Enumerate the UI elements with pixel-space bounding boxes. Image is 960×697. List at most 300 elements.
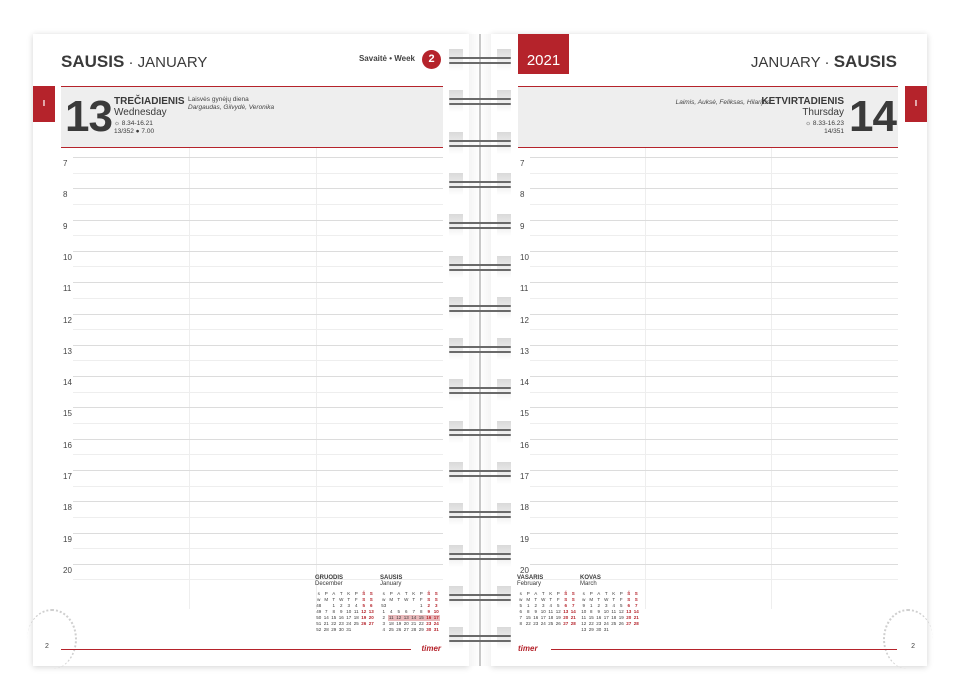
mini-calendar-cell: 52: [316, 627, 322, 632]
ring-wire: [449, 470, 511, 472]
mini-calendar-cell: 26: [396, 627, 402, 632]
spiral-ring: [449, 341, 511, 357]
mini-calendar-cell: 27: [563, 621, 569, 626]
mini-calendar-cell: A: [397, 591, 401, 596]
hour-line: [530, 220, 898, 221]
mini-calendar-subtitle: March: [580, 581, 597, 587]
ring-hole-shade: [449, 338, 463, 360]
ring-hole-shade: [449, 90, 463, 112]
mini-calendar-cell: 27: [403, 627, 409, 632]
mini-calendar-cell: 17: [346, 615, 352, 620]
ring-hole-shade: [497, 90, 511, 112]
mini-calendar-cell: 26: [361, 621, 367, 626]
hour-label: 9: [520, 221, 525, 231]
left-month-tab[interactable]: I: [33, 86, 55, 122]
mini-calendar-cell: T: [347, 597, 351, 602]
mini-calendar-cell: S: [434, 591, 438, 596]
half-hour-line: [530, 173, 898, 174]
mini-calendar-cell: 8: [419, 609, 423, 614]
mini-calendar-cell: [610, 627, 618, 633]
hour-label: 14: [520, 378, 529, 388]
mini-calendar-cell: 9: [427, 609, 430, 614]
ring-wire: [449, 640, 511, 642]
mini-calendar-cell: 23: [426, 621, 432, 626]
hour-line: [73, 188, 443, 189]
mini-calendar-title: GRUODIS: [315, 575, 344, 581]
mini-calendar-cell: 9: [534, 609, 537, 614]
hour-label: 11: [520, 284, 529, 294]
hour-row[interactable]: [518, 157, 898, 188]
mini-calendar-cell: S: [634, 591, 638, 596]
right-page-number: 2: [911, 643, 915, 650]
half-hour-line: [73, 548, 443, 549]
hour-row[interactable]: [518, 407, 898, 438]
half-hour-line: [530, 392, 898, 393]
hour-row[interactable]: [61, 407, 443, 438]
mini-calendar-cell: 4: [389, 609, 393, 614]
mini-calendar-grid: [380, 591, 440, 633]
mini-calendar-cell: 28: [323, 627, 329, 632]
ring-wire: [449, 475, 511, 477]
mini-calendar-cell: 11: [548, 609, 554, 614]
half-hour-line: [530, 360, 898, 361]
mini-calendar-cell: 11: [581, 615, 587, 620]
mini-calendar-cell: s: [317, 591, 320, 596]
hour-label: 15: [63, 409, 72, 419]
mini-calendar-cell: w: [519, 597, 523, 602]
mini-calendar-cell: 27: [626, 621, 632, 626]
right-brand-logo: timer: [518, 644, 538, 653]
ring-wire: [449, 346, 511, 348]
mini-calendar-cell: P: [389, 591, 393, 596]
spiral-ring: [449, 93, 511, 109]
mini-calendar-cell: Š: [627, 591, 631, 596]
mini-calendar-cell: 24: [540, 621, 546, 626]
spiral-ring: [449, 176, 511, 192]
hour-label: 17: [63, 472, 72, 481]
hour-label: 7: [520, 159, 525, 168]
mini-calendar-cell: [633, 627, 641, 633]
mini-calendar-cell: 30: [426, 627, 432, 632]
spiral-ring: [449, 217, 511, 233]
mini-calendar-cell: 14: [323, 615, 329, 620]
hour-row[interactable]: [61, 157, 443, 188]
hour-label: 9: [63, 221, 68, 231]
mini-calendar-cell: 3: [347, 603, 350, 608]
ring-wire: [449, 264, 511, 266]
right-day-ordinal: 14/351: [824, 128, 844, 135]
mini-calendar-cell: 21: [570, 615, 576, 620]
mini-calendar-cell: 16: [426, 615, 432, 620]
mini-calendar-cell: 14: [411, 615, 417, 620]
hour-row[interactable]: [61, 345, 443, 376]
right-month-tab[interactable]: I: [905, 86, 927, 122]
mini-calendar-cell: 10: [603, 609, 609, 614]
left-month-lt: SAUSIS: [61, 52, 125, 71]
ring-wire: [449, 57, 511, 59]
mini-calendar-cell: W: [604, 597, 609, 602]
mini-calendar-cell: S: [564, 597, 568, 602]
mini-calendar-cell: M: [324, 597, 329, 602]
right-day-header: [518, 86, 898, 148]
mini-calendar-cell: 2: [382, 615, 385, 620]
mini-calendar-subtitle: January: [380, 581, 402, 587]
left-hour-grid[interactable]: [61, 148, 443, 609]
mini-calendar-cell: 30: [338, 627, 344, 632]
right-hour-grid[interactable]: [518, 148, 898, 609]
hour-label: 16: [520, 440, 529, 450]
mini-calendar-cell: S: [434, 597, 438, 602]
mini-calendar-cell: F: [354, 597, 358, 602]
mini-calendar-cell: 1: [382, 609, 385, 614]
mini-calendar-cell: W: [404, 597, 409, 602]
hour-row[interactable]: [518, 345, 898, 376]
ring-hole-shade: [449, 297, 463, 319]
ring-wire: [449, 305, 511, 307]
spiral-ring: [449, 382, 511, 398]
mini-calendar-cell: 13: [563, 609, 569, 614]
half-hour-line: [530, 486, 898, 487]
half-hour-line: [73, 392, 443, 393]
mini-calendar-cell: w: [317, 597, 321, 602]
hour-line: [530, 282, 898, 283]
half-hour-line: [530, 423, 898, 424]
ring-wire: [449, 227, 511, 229]
ring-hole-shade: [449, 256, 463, 278]
mini-calendar-cell: 10: [540, 609, 546, 614]
mini-calendar-cell: 51: [316, 621, 322, 626]
mini-calendar-cell: 19: [555, 615, 561, 620]
hour-row[interactable]: [61, 314, 443, 345]
ring-hole-shade: [497, 627, 511, 649]
mini-calendar-cell: s: [519, 591, 522, 596]
ring-wire: [449, 511, 511, 513]
hour-row[interactable]: [518, 439, 898, 470]
hour-line: [73, 345, 443, 346]
mini-calendar-cell: P: [419, 591, 423, 596]
mini-calendar-cell: 17: [540, 615, 546, 620]
ring-hole-shade: [449, 421, 463, 443]
ring-wire: [449, 186, 511, 188]
mini-calendar-cell: 5: [362, 603, 365, 608]
right-name-days: Laimis, Auksė, Feliksas, Hilarijus: [675, 99, 770, 106]
hour-label: 11: [63, 284, 72, 294]
half-hour-line: [530, 298, 898, 299]
left-day-number: 13: [65, 92, 112, 141]
half-hour-line: [530, 454, 898, 455]
left-month-header: [61, 52, 207, 72]
mini-calendar-cell: 29: [418, 627, 424, 632]
ring-wire: [449, 351, 511, 353]
mini-calendar-cell: 10: [433, 609, 439, 614]
mini-calendar-cell: 19: [396, 621, 402, 626]
mini-calendar-cell: Š: [564, 591, 568, 596]
mini-calendar-cell: 31: [433, 627, 439, 632]
spiral-ring: [449, 465, 511, 481]
mini-calendar-cell: A: [534, 591, 538, 596]
mini-calendar-cell: 4: [382, 627, 385, 632]
mini-calendar-cell: S: [627, 597, 631, 602]
spiral-ring: [449, 548, 511, 564]
hour-row[interactable]: [61, 376, 443, 407]
hour-line: [73, 282, 443, 283]
mini-calendar-cell: 5: [556, 603, 560, 608]
ring-hole-shade: [449, 379, 463, 401]
half-hour-line: [73, 360, 443, 361]
mini-calendar-cell: 25: [611, 621, 617, 626]
hour-line: [530, 345, 898, 346]
hour-line: [73, 564, 443, 565]
half-hour-line: [73, 454, 443, 455]
mini-calendar-cell: 12: [618, 609, 624, 614]
mini-calendar-cell: 15: [525, 615, 531, 620]
left-page: [33, 34, 469, 666]
right-month-en: JANUARY: [750, 54, 821, 71]
mini-calendar-cell: 6: [369, 603, 373, 608]
mini-calendar-cell: S: [571, 597, 575, 602]
mini-calendar-cell: 8: [526, 609, 530, 614]
hour-line: [73, 157, 443, 158]
ring-hole-shade: [497, 338, 511, 360]
hour-line: [73, 533, 443, 534]
mini-calendar-cell: T: [612, 597, 616, 602]
half-hour-line: [73, 423, 443, 424]
mini-calendar-cell: 13: [626, 609, 632, 614]
mini-calendar-cell: T: [549, 597, 553, 602]
right-day-name-en: Thursday: [802, 107, 844, 118]
spiral-ring: [449, 630, 511, 646]
hour-line: [530, 251, 898, 252]
week-number-badge: 2: [422, 50, 441, 69]
mini-calendar-cell: F: [619, 597, 623, 602]
mini-calendar-cell: 24: [603, 621, 609, 626]
mini-calendar-cell: A: [597, 591, 601, 596]
ring-wire: [449, 62, 511, 64]
mini-calendar-cell: 6: [627, 603, 630, 608]
mini-calendar-cell: 4: [549, 603, 552, 608]
mini-calendar-cell: 1: [332, 603, 335, 608]
mini-calendar-cell: 17: [433, 615, 439, 620]
hour-label: 14: [63, 378, 72, 388]
mini-calendar-cell: 22: [525, 621, 531, 626]
mini-calendar-cell: 28: [411, 627, 417, 632]
ring-hole-shade: [497, 379, 511, 401]
left-day-name-lt: TREČIADIENIS: [114, 96, 185, 107]
hour-row[interactable]: [61, 188, 443, 219]
mini-calendar-cell: 25: [353, 621, 359, 626]
half-hour-line: [530, 517, 898, 518]
hour-label: 10: [520, 252, 529, 262]
mini-calendar-cell: 23: [596, 621, 602, 626]
mini-calendar-cell: P: [589, 591, 593, 596]
left-month-en: JANUARY: [137, 54, 208, 71]
mini-calendar-cell: 7: [519, 615, 522, 620]
mini-calendar-cell: 5: [619, 603, 623, 608]
hour-row[interactable]: [61, 220, 443, 251]
mini-calendar-cell: 18: [353, 615, 359, 620]
mini-calendar-cell: 11: [353, 609, 359, 614]
hour-label: 12: [520, 315, 529, 325]
hour-line: [530, 407, 898, 408]
mini-calendar-cell: 15: [331, 615, 337, 620]
mini-calendar-cell: 31: [346, 627, 352, 632]
mini-calendar-cell: s: [582, 591, 585, 596]
mini-calendar-cell: W: [339, 597, 344, 602]
mini-calendar-cell: 22: [588, 621, 594, 626]
hour-row[interactable]: [518, 533, 898, 564]
mini-calendar-cell: S: [369, 597, 373, 602]
mini-calendar-cell: P: [619, 591, 623, 596]
hour-row[interactable]: [518, 220, 898, 251]
right-month-separator: ·: [820, 54, 834, 71]
mini-calendar-cell: 21: [633, 615, 639, 620]
ring-wire: [449, 310, 511, 312]
mini-calendar-cell: 8: [519, 621, 522, 626]
hour-label: 19: [63, 534, 72, 544]
ring-hole-shade: [449, 132, 463, 154]
hour-label: 10: [63, 252, 72, 262]
hour-line: [73, 314, 443, 315]
hour-row[interactable]: [61, 501, 443, 532]
hour-row[interactable]: [61, 470, 443, 501]
hour-label: 13: [520, 346, 529, 356]
half-hour-line: [530, 204, 898, 205]
ring-hole-shade: [497, 297, 511, 319]
mini-calendar-december: [315, 575, 375, 633]
hour-line: [530, 470, 898, 471]
mini-calendar-cell: M: [526, 597, 531, 602]
ring-hole-shade: [497, 173, 511, 195]
ring-wire: [449, 429, 511, 431]
hour-row[interactable]: [61, 282, 443, 313]
hour-row[interactable]: [518, 282, 898, 313]
spiral-ring: [449, 135, 511, 151]
mini-calendar-cell: Š: [427, 591, 431, 596]
hour-line: [530, 157, 898, 158]
ring-wire: [449, 98, 511, 100]
mini-calendar-cell: 48: [316, 603, 322, 608]
ring-wire: [449, 181, 511, 183]
mini-calendar-cell: 7: [571, 603, 575, 608]
mini-calendar-cell: 16: [338, 615, 344, 620]
mini-calendar-cell: 1: [419, 603, 423, 608]
mini-calendar-cell: 18: [388, 621, 394, 626]
mini-calendar-cell: 12: [361, 609, 367, 614]
mini-calendar-cell: 50: [316, 615, 322, 620]
mini-calendar-march: [580, 575, 640, 633]
mini-calendar-cell: w: [382, 597, 386, 602]
mini-calendar-cell: 29: [588, 627, 594, 632]
mini-calendar-cell: F: [419, 597, 423, 602]
mini-calendar-cell: 11: [611, 609, 617, 614]
hour-row[interactable]: [518, 188, 898, 219]
mini-calendar-cell: 15: [588, 615, 594, 620]
ring-hole-shade: [497, 462, 511, 484]
mini-calendar-cell: P: [556, 591, 560, 596]
mini-calendar-january: [380, 575, 440, 633]
ring-hole-shade: [497, 49, 511, 71]
hour-line: [73, 439, 443, 440]
mini-calendar-cell: 25: [548, 621, 554, 626]
ring-hole-shade: [449, 627, 463, 649]
ring-wire: [449, 594, 511, 596]
mini-calendar-cell: 6: [519, 609, 522, 614]
mini-calendar-cell: [360, 627, 368, 633]
mini-calendar-cell: 20: [563, 615, 569, 620]
hour-row[interactable]: [61, 533, 443, 564]
mini-calendar-cell: S: [571, 591, 575, 596]
mini-calendar-cell: 24: [346, 621, 352, 626]
hour-line: [530, 314, 898, 315]
ring-wire: [449, 599, 511, 601]
mini-calendar-cell: 24: [433, 621, 439, 626]
mini-calendar-cell: K: [412, 591, 416, 596]
mini-calendar-cell: 30: [596, 627, 602, 632]
mini-calendar-cell: P: [526, 591, 530, 596]
hour-row[interactable]: [518, 251, 898, 282]
hour-line: [530, 188, 898, 189]
mini-calendar-cell: 3: [434, 603, 438, 608]
mini-calendar-cell: 12: [555, 609, 561, 614]
hour-line: [73, 407, 443, 408]
mini-calendar-cell: s: [382, 591, 385, 596]
spiral-ring: [449, 589, 511, 605]
mini-calendar-cell: [618, 627, 626, 633]
mini-calendar-cell: 3: [541, 603, 545, 608]
hour-row[interactable]: [518, 470, 898, 501]
right-day-number: 14: [849, 92, 896, 141]
ring-hole-shade: [497, 586, 511, 608]
mini-calendar-cell: 19: [618, 615, 624, 620]
left-brand-logo: timer: [421, 644, 441, 653]
hour-row[interactable]: [61, 439, 443, 470]
mini-calendar-cell: 4: [354, 603, 358, 608]
hour-row[interactable]: [61, 251, 443, 282]
hour-label: 13: [63, 346, 72, 356]
mini-calendar-cell: T: [332, 597, 336, 602]
hour-label: 18: [520, 503, 529, 513]
half-hour-line: [73, 235, 443, 236]
hour-row[interactable]: [518, 501, 898, 532]
hour-row[interactable]: [518, 376, 898, 407]
mini-calendar-cell: 26: [555, 621, 561, 626]
mini-calendar-cell: 20: [368, 615, 374, 620]
mini-calendar-cell: 18: [611, 615, 617, 620]
mini-calendar-cell: 9: [339, 609, 343, 614]
mini-calendar-subtitle: December: [315, 581, 343, 587]
hour-label: 19: [520, 534, 529, 544]
mini-calendar-cell: S: [362, 597, 366, 602]
left-day-name-en: Wednesday: [114, 107, 167, 118]
mini-calendar-cell: 8: [332, 609, 335, 614]
mini-calendar-cell: T: [339, 591, 343, 596]
mini-calendar-cell: 13: [368, 609, 374, 614]
mini-calendar-title: VASARIS: [517, 575, 544, 581]
half-hour-line: [73, 329, 443, 330]
mini-calendar-cell: T: [412, 597, 416, 602]
hour-row[interactable]: [518, 314, 898, 345]
mini-calendar-cell: [625, 627, 633, 633]
mini-calendar-cell: S: [634, 597, 638, 602]
mini-calendar-cell: 20: [403, 621, 409, 626]
mini-calendar-cell: 22: [418, 621, 424, 626]
ring-hole-shade: [497, 421, 511, 443]
mini-calendar-cell: Š: [362, 591, 366, 596]
left-corner-perforation: [27, 609, 77, 669]
right-month-header: [751, 52, 897, 72]
mini-calendar-cell: 10: [581, 609, 587, 614]
mini-calendar-cell: 6: [404, 609, 408, 614]
